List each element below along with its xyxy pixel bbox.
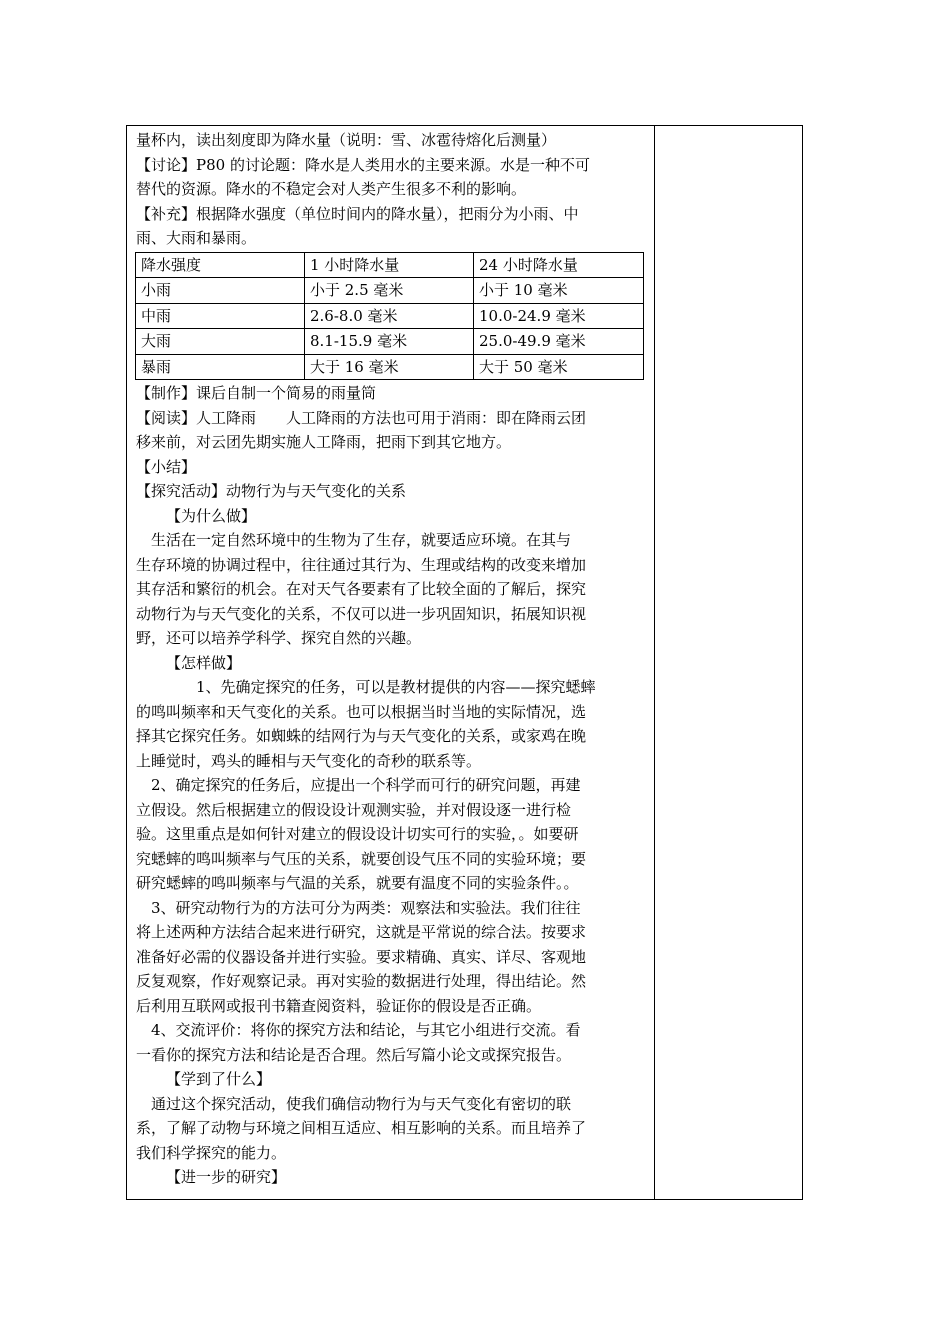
text-line: 立假设。然后根据建立的假设设计观测实验，并对假设逐一进行检 bbox=[136, 800, 572, 819]
text-line: 反复观察，作好观察记录。再对实验的数据进行处理，得出结论。然 bbox=[136, 972, 587, 990]
table-cell: 大雨 bbox=[136, 329, 305, 355]
table-row bbox=[136, 329, 644, 355]
section-heading: 【进一步的研究】 bbox=[166, 1168, 287, 1186]
text-line: 【探究活动】动物行为与天气变化的关系 bbox=[136, 482, 407, 500]
table-cell: 大于 50 毫米 bbox=[474, 354, 644, 380]
text-line: 一看你的探究方法和结论是否合理。然后写篇小论文或探究报告。 bbox=[136, 1045, 572, 1064]
text-line: 研究蟋蟀的鸣叫频率与气温的关系，就要有温度不同的实验条件。。 bbox=[136, 874, 579, 892]
table-cell: 8.1-15.9 毫米 bbox=[305, 329, 474, 355]
section-heading: 【学到了什么】 bbox=[166, 1070, 272, 1088]
table-header: 1 小时降水量 bbox=[305, 252, 474, 278]
text-line: 生存环境的协调过程中，往往通过其行为、生理或结构的改变来增加 bbox=[136, 555, 587, 574]
text-line: 其存活和繁衍的机会。在对天气各要素有了比较全面的了解后，探究 bbox=[136, 580, 587, 598]
column-divider bbox=[654, 126, 655, 1199]
text-line: 我们科学探究的能力。 bbox=[136, 1143, 287, 1162]
text-line: 上睡觉时，鸡头的睡相与天气变化的奇秒的联系等。 bbox=[136, 751, 482, 770]
table-cell: 暴雨 bbox=[136, 354, 305, 380]
text-line: 【讨论】P80 的讨论题：降水是人类用水的主要来源。水是一种不可 bbox=[136, 155, 590, 174]
table-cell: 25.0-49.9 毫米 bbox=[474, 329, 644, 355]
text-line: 【阅读】人工降雨 人工降雨的方法也可用于消雨：即在降雨云团 bbox=[136, 408, 587, 427]
text-line: 验。这里重点是如何针对建立的假设设计切实可行的实验，。如要研 bbox=[136, 825, 579, 843]
text-line: 3、研究动物行为的方法可分为两类：观察法和实验法。我们往往 bbox=[151, 898, 581, 917]
text-line: 雨、大雨和暴雨。 bbox=[136, 229, 257, 247]
table-row bbox=[136, 278, 644, 304]
text-line: 4、交流评价：将你的探究方法和结论，与其它小组进行交流。看 bbox=[151, 1021, 581, 1039]
text-line: 后利用互联网或报刊书籍查阅资料，验证你的假设是否正确。 bbox=[136, 996, 542, 1015]
table-cell: 小于 10 毫米 bbox=[474, 278, 644, 304]
table-cell: 10.0-24.9 毫米 bbox=[474, 303, 644, 329]
rainfall-intensity-table bbox=[135, 252, 644, 381]
text-line: 野，还可以培养学科学、探究自然的兴趣。 bbox=[136, 629, 422, 647]
table-header-row bbox=[136, 252, 644, 278]
text-line: 量杯内，读出刻度即为降水量（说明：雪、冰雹待熔化后测量） bbox=[136, 131, 557, 149]
table-cell: 中雨 bbox=[136, 303, 305, 329]
text-line: 准备好必需的仪器设备并进行实验。要求精确、真实、详尽、客观地 bbox=[136, 947, 587, 966]
text-line: 将上述两种方法结合起来进行研究，这就是平常说的综合法。按要求 bbox=[136, 923, 587, 941]
text-line: 移来前，对云团先期实施人工降雨，把雨下到其它地方。 bbox=[136, 433, 512, 451]
table-header: 24 小时降水量 bbox=[474, 252, 644, 278]
section-heading: 【怎样做】 bbox=[166, 653, 242, 672]
main-content-cell bbox=[136, 128, 646, 1190]
text-line: 择其它探究任务。如蜘蛛的结网行为与天气变化的关系，或家鸡在晚 bbox=[136, 727, 587, 745]
text-line: 究蟋蟀的鸣叫频率与气压的关系，就要创设气压不同的实验环境；要 bbox=[136, 849, 587, 868]
text-line: 的鸣叫频率和天气变化的关系。也可以根据当时当地的实际情况，选 bbox=[136, 702, 587, 721]
text-line: 【补充】根据降水强度（单位时间内的降水量），把雨分为小雨、中 bbox=[136, 204, 579, 223]
text-line: 【制作】课后自制一个简易的雨量筒 bbox=[136, 384, 377, 402]
text-line: 替代的资源。降水的不稳定会对人类产生很多不利的影响。 bbox=[136, 180, 527, 198]
table-cell: 小于 2.5 毫米 bbox=[305, 278, 474, 304]
table-cell: 小雨 bbox=[136, 278, 305, 304]
lesson-table bbox=[126, 125, 803, 1200]
text-line: 通过这个探究活动，使我们确信动物行为与天气变化有密切的联 bbox=[151, 1094, 572, 1113]
text-line: 【小结】 bbox=[136, 457, 197, 476]
table-cell: 2.6-8.0 毫米 bbox=[305, 303, 474, 329]
text-line: 系，了解了动物与环境之间相互适应、相互影响的关系。而且培养了 bbox=[136, 1119, 587, 1137]
table-row bbox=[136, 303, 644, 329]
text-line: 生活在一定自然环境中的生物为了生存，就要适应环境。在其与 bbox=[151, 531, 572, 549]
text-line: 2、确定探究的任务后，应提出一个科学而可行的研究问题，再建 bbox=[151, 776, 581, 794]
text-line: 1、先确定探究的任务，可以是教材提供的内容——探究蟋蟀 bbox=[196, 678, 596, 696]
table-cell: 大于 16 毫米 bbox=[305, 354, 474, 380]
table-header: 降水强度 bbox=[136, 252, 305, 278]
section-heading: 【为什么做】 bbox=[166, 506, 257, 525]
table-row bbox=[136, 354, 644, 380]
text-line: 动物行为与天气变化的关系，不仅可以进一步巩固知识，拓展知识视 bbox=[136, 604, 587, 623]
